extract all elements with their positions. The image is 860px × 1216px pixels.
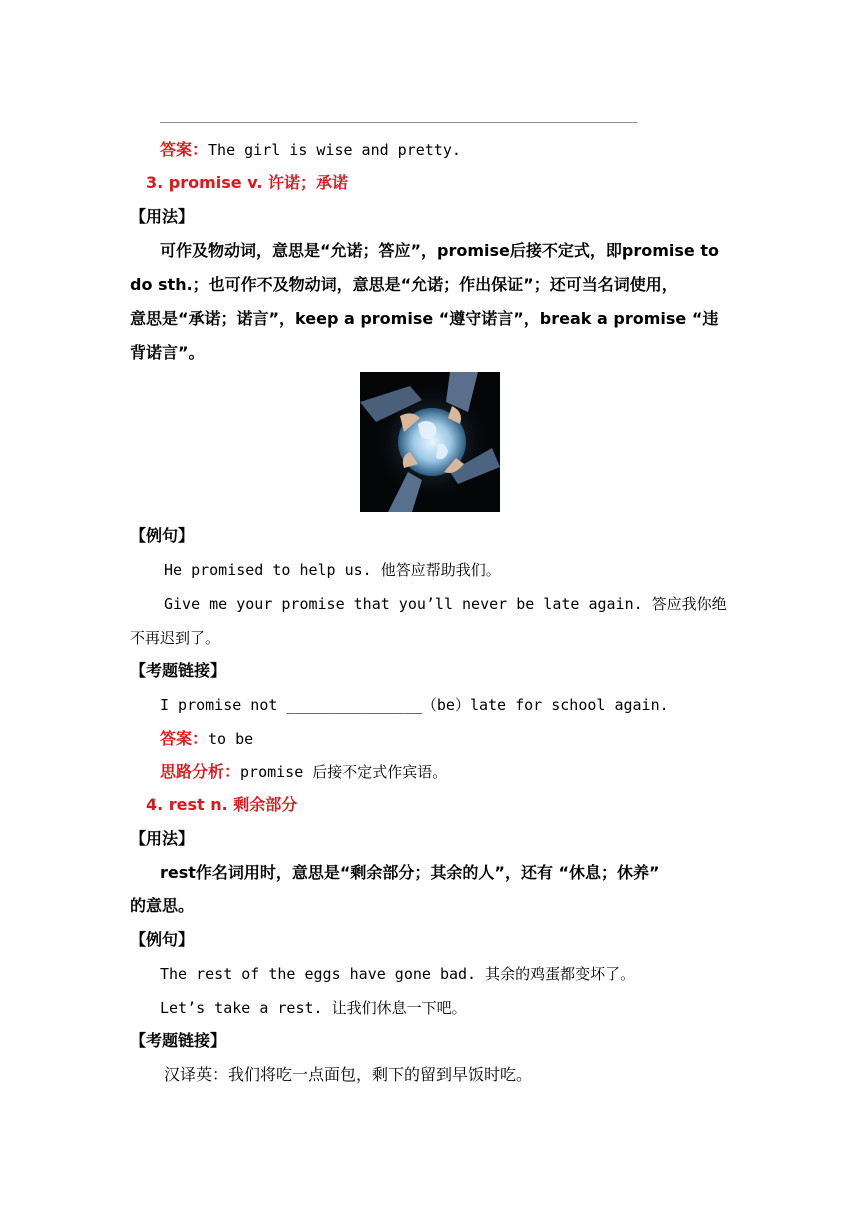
- analysis-label: 思路分析：: [160, 762, 241, 781]
- section-heading-promise: 3. promise v. 许诺；承诺: [146, 173, 348, 192]
- example-sentence: Give me your promise that you’ll never be late again. 答应我你绝: [164, 595, 727, 613]
- globe-icon: [360, 372, 500, 512]
- example-sentence: The rest of the eggs have gone bad. 其余的鸡蛋都变坏了。: [160, 965, 636, 983]
- usage-title: 【用法】: [130, 207, 195, 226]
- answer-text: The girl is wise and pretty.: [208, 141, 461, 159]
- usage-line: rest作名词用时，意思是“剩余部分；其余的人”，还有 “休息；休养”: [160, 863, 660, 882]
- answer-line: [160, 140, 461, 160]
- answer-line: [160, 729, 253, 749]
- example-title: 【例句】: [130, 526, 195, 545]
- usage-line: do sth.；也可作不及物动词，意思是“允诺；作出保证”；还可当名词使用，: [130, 275, 678, 294]
- usage-line: 可作及物动词，意思是“允诺；答应”，promise后接不定式，即promise to: [160, 241, 719, 260]
- answer-text: to be: [208, 730, 254, 748]
- usage-line: 的意思。: [130, 896, 195, 915]
- analysis-line: [160, 762, 447, 782]
- exam-question: I promise not _______________（be）late for school again.: [160, 696, 669, 714]
- exam-link-title: 【考题链接】: [130, 661, 227, 680]
- usage-title: 【用法】: [130, 829, 195, 848]
- exam-link-title: 【考题链接】: [130, 1031, 227, 1050]
- exam-question: 汉译英：我们将吃一点面包，剩下的留到早饭时吃。: [164, 1065, 533, 1084]
- example-title: 【例句】: [130, 930, 195, 949]
- usage-line: 背诺言”。: [130, 343, 205, 362]
- example-sentence: He promised to help us. 他答应帮助我们。: [164, 561, 501, 579]
- usage-line: 意思是“承诺；诺言”，keep a promise “遵守诺言”，break a promise “违: [130, 309, 719, 328]
- example-sentence: 不再迟到了。: [130, 629, 221, 647]
- answer-label: 答案：: [160, 729, 209, 748]
- analysis-text: promise 后接不定式作宾语。: [240, 763, 448, 781]
- hands-holding-globe-image: [360, 372, 500, 512]
- section-heading-rest: 4. rest n. 剩余部分: [146, 795, 298, 814]
- example-sentence: Let’s take a rest. 让我们休息一下吧。: [160, 999, 467, 1017]
- answer-label: 答案：: [160, 140, 209, 159]
- answer-blank-line: [160, 122, 637, 123]
